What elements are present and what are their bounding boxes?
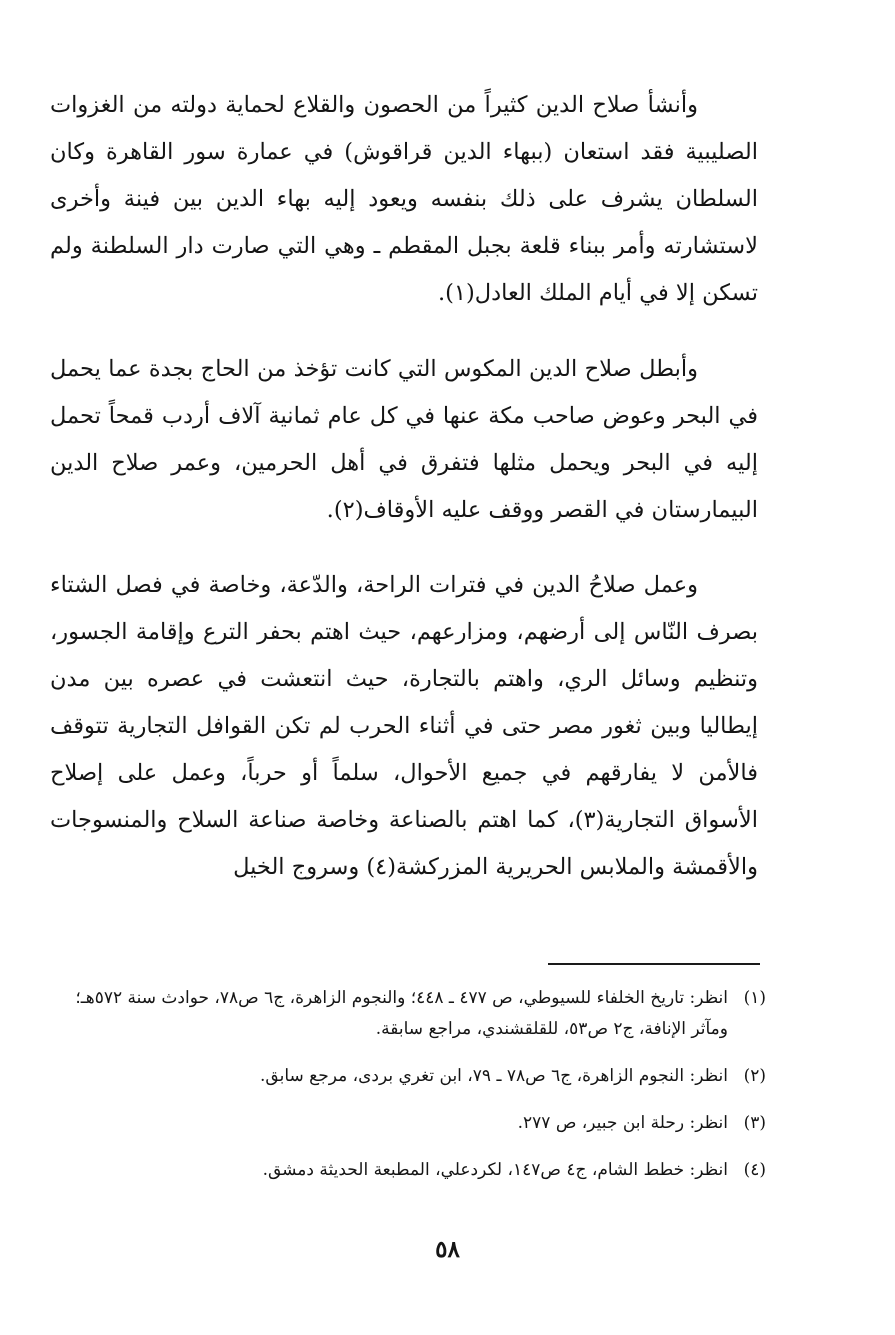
footnote-text: انظر: رحلة ابن جبير، ص ٢٧٧.	[517, 1113, 728, 1133]
footnote-item	[50, 983, 766, 1045]
body-paragraph	[50, 346, 758, 534]
paragraph-text: وأبطل صلاح الدين المكوس التي كانت تؤخذ من الحاج بجدة عما يحمل في البحر وعوض صاحب مكة عنها في كل عام ثمانية آلاف أردب قمحاً تحمل إليه في البحر ويحمل مثلها فتفرق في أهل الحرمين، وعمر صلاح الدين البيمارستان في القصر ووقف عليه الأوقاف(٢).	[50, 356, 758, 523]
footnote-text: انظر: تاريخ الخلفاء للسيوطي، ص ٤٧٧ ـ ٤٤٨؛ والنجوم الزاهرة، ج٦ ص٧٨، حوادث سنة ٥٧٢هـ؛ ومآثر الإنافة، ج٢ ص٥٣، للقلقشندي، مراجع سابقة.	[75, 988, 728, 1039]
footnote-number: (١)	[743, 988, 766, 1008]
page-number: ٥٨	[435, 1236, 460, 1263]
footnote-text: انظر: النجوم الزاهرة، ج٦ ص٧٨ ـ ٧٩، ابن تغري بردى، مرجع سابق.	[260, 1066, 728, 1086]
footnote-separator	[548, 963, 760, 965]
footnote-item	[50, 1155, 766, 1186]
paragraph-text: وعمل صلاحُ الدين في فترات الراحة، والدّعة، وخاصة في فصل الشتاء بصرف النّاس إلى أرضهم، ومزارعهم، حيث اهتم بحفر الترع وإقامة الجسور، وتنظيم وسائل الري، واهتم بالتجارة، حيث انتعشت في عصره بين مدن إيطاليا وبين ثغور مصر حتى في أثناء الحرب لم تكن القوافل التجارية تتوقف فالأمن لا يفارقهم في جميع الأحوال، سلماً أو حرباً، وعمل على إصلاح الأسواق التجارية(٣)، كما اهتم بالصناعة وخاصة صناعة السلاح والمنسوجات والأقمشة والملابس الحريرية المزركشة(٤) وسروج الخيل	[50, 572, 758, 880]
footnote-item	[50, 1108, 766, 1139]
footnote-number: (٣)	[743, 1113, 766, 1133]
footnote-number: (٤)	[743, 1160, 766, 1180]
footnote-text: انظر: خطط الشام، ج٤ ص١٤٧، لكردعلي، المطبعة الحديثة دمشق.	[262, 1160, 728, 1180]
body-paragraph	[50, 562, 758, 891]
footnote-item	[50, 1061, 766, 1092]
footnotes-section	[50, 983, 766, 1202]
footnote-number: (٢)	[743, 1066, 766, 1086]
paragraph-text: وأنشأ صلاح الدين كثيراً من الحصون والقلاع لحماية دولته من الغزوات الصليبية فقد استعان (ببهاء الدين قراقوش) في عمارة سور القاهرة وكان السلطان يشرف على ذلك بنفسه ويعود إليه بهاء الدين بين فينة وأخرى لاستشارته وأمر ببناء قلعة بجبل المقطم ـ وهي التي صارت دار السلطنة ولم تسكن إلا في أيام الملك العادل(١).	[50, 92, 758, 306]
body-paragraph	[50, 82, 758, 317]
